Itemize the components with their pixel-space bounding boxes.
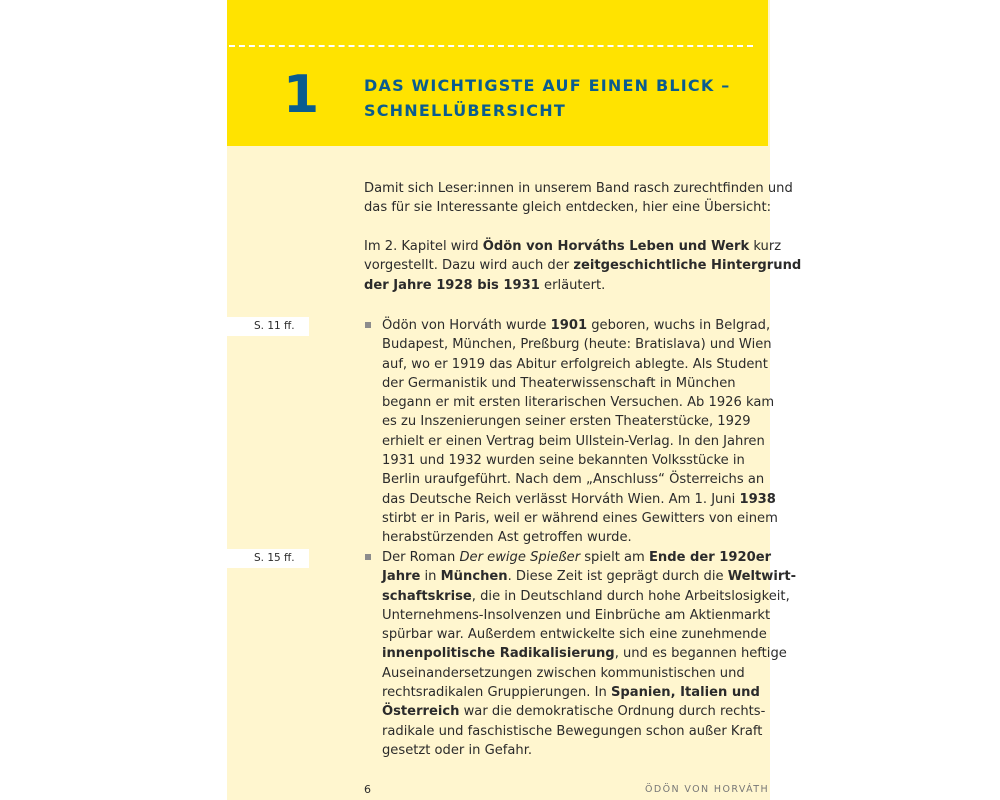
text-line: stirbt er in Paris, weil er während eines Gewitters von einem (382, 510, 778, 526)
running-footer-title: ÖDÖN VON HORVÁTH (645, 784, 770, 795)
text-line: Österreich war die demokratische Ordnung durch rechts- (382, 704, 766, 720)
text-line: Budapest, München, Preßburg (heute: Bratislava) und Wien (382, 337, 772, 353)
text-line: erhielt er einen Vertrag beim Ullstein-Verlag. In den Jahren (382, 433, 765, 449)
chapter-title-line: SCHNELLÜBERSICHT (364, 101, 566, 120)
bullet-square-icon (365, 322, 371, 328)
text-line: Der Roman Der ewige Spießer spielt am Ende der 1920er (382, 550, 772, 565)
chapter-number: 1 (283, 65, 320, 125)
intro-paragraph (364, 179, 793, 218)
book-page (227, 0, 802, 800)
text-line: radikale und faschistische Bewegungen schon außer Kraft (382, 723, 763, 739)
margin-page-reference: S. 15 ff. (227, 549, 309, 568)
text-line: der Jahre 1928 bis 1931 erläutert. (364, 277, 606, 293)
chapter-title (364, 73, 744, 123)
text-line: spürbar war. Außerdem entwickelte sich eine zunehmende (382, 627, 767, 643)
text-line: gesetzt oder in Gefahr. (382, 742, 533, 758)
text-line: Damit sich Leser:innen in unserem Band rasch zurechtfinden und (364, 181, 793, 196)
text-line: innenpolitische Radikalisierung, und es begannen heftige (382, 646, 787, 662)
chapter-overview-paragraph (364, 237, 802, 295)
dashed-divider (229, 45, 753, 47)
text-line: auf, wo er 1919 das Abitur erfolgreich ablegte. Als Student (382, 356, 768, 372)
chapter-header-band (227, 0, 768, 146)
text-line: begann er mit ersten literarischen Versuchen. Ab 1926 kam (382, 395, 775, 411)
text-line: Ödön von Horváth wurde 1901 geboren, wuchs in Belgrad, (382, 318, 771, 333)
margin-page-reference: S. 11 ff. (227, 317, 309, 336)
text-line: Jahre in München. Diese Zeit ist geprägt durch die Weltwirt- (382, 569, 797, 585)
text-line: Unternehmens-Insolvenzen und Einbrüche am Aktienmarkt (382, 607, 771, 623)
text-line: das Deutsche Reich verlässt Horváth Wien. Am 1. Juni 1938 (382, 491, 776, 507)
page-number: 6 (364, 783, 371, 796)
text-line: Berlin uraufgeführt. Nach dem „Anschluss“ Österreichs an (382, 472, 765, 488)
text-line: 1931 und 1932 wurden seine bekannten Volksstücke in (382, 453, 745, 469)
text-line: Im 2. Kapitel wird Ödön von Horváths Leben und Werk kurz (364, 239, 782, 254)
text-line: rechtsradikalen Gruppierungen. In Spanien, Italien und (382, 685, 760, 701)
text-line: es zu Inszenierungen seiner ersten Theaterstücke, 1929 (382, 414, 751, 430)
text-line: das für sie Interessante gleich entdecken, hier eine Übersicht: (364, 200, 772, 216)
bullet-square-icon (365, 554, 371, 560)
text-line: Auseinandersetzungen zwischen kommunistischen und (382, 665, 745, 681)
text-line: vorgestellt. Dazu wird auch der zeitgeschichtliche Hintergrund (364, 258, 802, 274)
text-line: herabstürzenden Ast getroffen wurde. (382, 530, 632, 546)
text-line: der Germanistik und Theaterwissenschaft in München (382, 375, 736, 391)
text-line: schaftskrise, die in Deutschland durch hohe Arbeitslosigkeit, (382, 588, 790, 604)
chapter-title-line: DAS WICHTIGSTE AUF EINEN BLICK – (364, 76, 731, 95)
